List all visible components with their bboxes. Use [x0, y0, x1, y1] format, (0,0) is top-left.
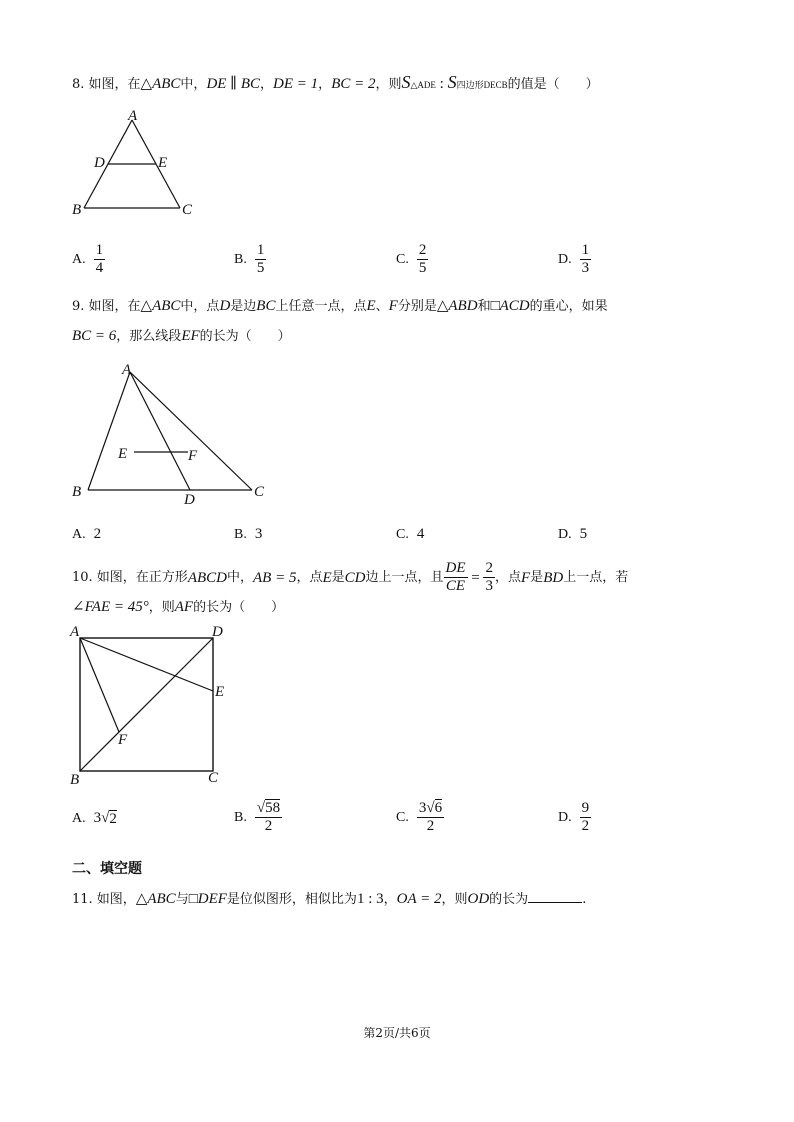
label-A: A: [128, 108, 138, 124]
question-10-figure: [66, 620, 246, 792]
question-10-stem-line-1: 10. 如图，在正方形 ABCD 中， AB = 5 ，点 E 是 CD 边上一点，且 $\frac{DE}{CE}$ = $\frac{2}{3}$ ，点 F 是 BD 上一点，若: [72, 560, 629, 594]
sqrt-symbol: √: [101, 810, 110, 826]
label-E: E: [158, 155, 168, 171]
q8-option-d[interactable]: D. $\frac{1}{3}$: [558, 242, 590, 276]
question-9-figure: [66, 358, 286, 514]
triangle-abc-diagram: [66, 108, 206, 220]
question-10-stem-line-2: ∠FAE = 45°，则AF的长为（ ）: [72, 599, 285, 615]
label-D: D: [94, 155, 105, 171]
q8-option-a[interactable]: A. $\frac{1}{4}$: [72, 242, 104, 276]
question-8-stem: 8. 如图，在△ABC中，DE ∥ BC，DE = 1，BC = 2，则S△ADE : S四边形DECB的值是（ ）: [72, 72, 599, 92]
label-F: F: [118, 732, 128, 748]
label-C: C: [254, 484, 265, 500]
q8-option-c[interactable]: C. $\frac{2}{5}$: [396, 242, 427, 276]
question-9-stem-line-2: BC = 6，那么线段EF的长为（ ）: [72, 328, 291, 344]
sqrt-symbol: √: [426, 800, 435, 816]
label-C: C: [182, 202, 193, 218]
question-8-figure: [66, 108, 206, 224]
section-heading-fill-in: 二、填空题: [72, 861, 142, 877]
page-footer: 第2页/共6页: [363, 1026, 431, 1040]
question-9-stem-line-1: 9. 如图，在△ABC中，点D是边BC上任意一点，点E、F分别是△ABD和□ACD的重心，如果: [72, 298, 608, 314]
answer-blank[interactable]: [528, 888, 582, 903]
q10-option-c[interactable]: C. $\frac{3√6}{2}$: [396, 800, 443, 834]
q10-option-d[interactable]: D. $\frac{9}{2}$: [558, 800, 590, 834]
q10-option-b[interactable]: B. $\frac{√58}{2}$: [234, 800, 281, 834]
label-B: B: [70, 772, 80, 788]
label-A: A: [70, 624, 80, 640]
q8-option-b[interactable]: B. $\frac{1}{5}$: [234, 242, 265, 276]
label-F: F: [188, 448, 198, 464]
question-11-stem: 11. 如图，△ABC与□DEF是位似图形，相似比为1 : 3，OA = 2，则OD的长为 .: [72, 888, 586, 910]
q10-option-a[interactable]: A. 3 √ 2: [72, 810, 117, 827]
square-abcd-diagram: [66, 620, 246, 788]
label-D: D: [184, 492, 195, 508]
q9-option-c[interactable]: C. 4: [396, 526, 425, 542]
label-C: C: [208, 770, 219, 786]
triangle-abc-median-diagram: [66, 358, 286, 510]
label-B: B: [72, 484, 82, 500]
q9-option-a[interactable]: A. 2: [72, 526, 102, 542]
q9-option-b[interactable]: B. 3: [234, 526, 263, 542]
label-E: E: [215, 684, 225, 700]
label-E: E: [118, 446, 128, 462]
sqrt-symbol: √: [256, 800, 266, 816]
q9-option-d[interactable]: D. 5: [558, 526, 588, 542]
label-B: B: [72, 202, 82, 218]
label-A: A: [122, 362, 132, 378]
label-D: D: [212, 624, 223, 640]
